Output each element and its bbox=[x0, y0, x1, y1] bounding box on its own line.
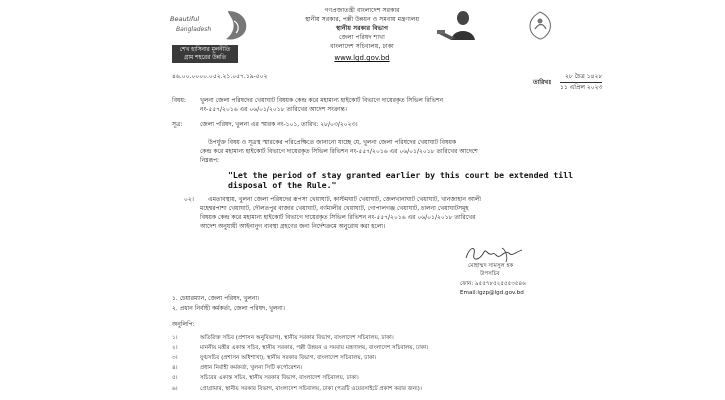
copy-item-6-number: ৬। bbox=[172, 386, 178, 392]
svg-text:Bangladesh: Bangladesh bbox=[176, 26, 212, 33]
date-label: তারিখঃ bbox=[533, 79, 552, 86]
para2-line-2: মহেশ্বরপাশা খেয়াঘাট, দৌলতপুর বাজার খেয়াঘাট, বর্ণমালীর খেয়াঘাট, গোপালগঞ্জ খেয়াঘাট, চালনা খেয়াঘাটসমূহ bbox=[200, 205, 469, 212]
signatory-phone: ফোন: ৯৫৫৭৮৫২৫৫৫৩৫৪৬ bbox=[460, 281, 526, 287]
portrait-image bbox=[433, 8, 475, 40]
copy-item-2-number: ২। bbox=[172, 345, 178, 351]
copy-item-1: অতিরিক্ত সচিব (প্রশাসন অনুবিভাগ), স্থানীয় সরকার বিভাগ, বাংলাদেশ সচিবালয়, ঢাকা। bbox=[200, 335, 394, 341]
header-government: গণপ্রজাতন্ত্রী বাংলাদেশ সরকার bbox=[324, 7, 400, 14]
motto-line-2: গ্রাম শহরের উন্নতি bbox=[184, 55, 226, 61]
seal-icon bbox=[525, 9, 555, 41]
motto-box bbox=[172, 45, 238, 63]
para1-line-2: কেন্দ্র করে মহামান্য হাইকোর্ট বিভাগে দায়েরকৃত সিভিল রিভিশন নং-৫৫৭/২০১৬ এর ০৬/০১/২০১৮ তারিখের আদেশে bbox=[200, 148, 478, 155]
recipient-1: ১. চেয়ারম্যান, জেলা পরিষদ, খুলনা। bbox=[172, 295, 260, 302]
svg-text:Beautiful: Beautiful bbox=[170, 15, 200, 23]
memo-number: ৪৬.০০.০০০০.০৫২.২১.০৫৭.১৯-৫০২ bbox=[172, 73, 268, 80]
header-ministry: স্থানীয় সরকার, পল্লী উন্নয়ন ও সমবায় মন্ত্রণালয় bbox=[304, 16, 420, 23]
subject-label: বিষয়: bbox=[172, 97, 186, 104]
reference-text: জেলা পরিষদ, খুলনা এর স্মারক নং-১০১, তারিখ: ২৮/০৩/২০২৩। bbox=[200, 121, 358, 128]
copy-item-4: প্রধান নির্বাহী কর্মকর্তা, খুলনা সিটি কর্পোরেশন। bbox=[200, 365, 303, 371]
copy-item-1-number: ১। bbox=[172, 335, 178, 341]
court-quote-line-2: disposal of the Rule." bbox=[228, 180, 337, 190]
copy-label: অনুলিপি: bbox=[172, 321, 195, 328]
copy-item-5-number: ৫। bbox=[172, 375, 178, 381]
copy-item-2: মাননীয় মন্ত্রীর একান্ত সচিব, স্থানীয় সরকার, পল্লী উন্নয়ন ও সমবায় মন্ত্রণালয়, বাংলাদেশ সচিবালয়, ঢাকা। bbox=[200, 345, 429, 351]
header-branch: জেলা পরিষদ শাখা bbox=[339, 34, 385, 41]
para1-line-1: উপর্যুক্ত বিষয় ও সূত্রস্থ স্মারকের পরিপ্রেক্ষিতে জানানো যাচ্ছে যে, খুলনা জেলা পরিষদের খেয়াঘাট বিষয়ক bbox=[208, 139, 457, 146]
header-address: বাংলাদেশ সচিবালয়, ঢাকা bbox=[330, 43, 394, 50]
reference-label: সূত্র: bbox=[172, 121, 183, 128]
para1-line-3: নিম্নরূপ: bbox=[200, 157, 220, 164]
date-english: ১১ এপ্রিল ২০২৩ bbox=[560, 84, 603, 91]
handwritten-signature bbox=[462, 244, 526, 264]
para2-number: ০২। bbox=[184, 196, 194, 203]
date-bangla: ২৮ চৈত্র ১৪২৮ bbox=[565, 73, 603, 80]
copy-item-3: যুগ্মসচিব (প্রশাসন অধিশাখা), স্থানীয় সরকার বিভাগ, বাংলাদেশ সচিবালয়, ঢাকা। bbox=[200, 355, 377, 361]
copy-item-3-number: ৩। bbox=[172, 355, 178, 361]
copy-item-5: সচিবের একান্ত সচিব, স্থানীয় সরকার বিভাগ, বাংলাদেশ সচিবালয়, ঢাকা। bbox=[200, 375, 359, 381]
para2-line-3: বিষয়ক কেন্দ্র করে মহামান্য হাইকোর্ট বিভাগে দায়েরকৃত সিভিল রিভিশন নং-৫৫৭/২০১৬ এর ০৬/০১/২০১৮ তারিখের bbox=[200, 214, 476, 221]
para2-line-4: আদেশ অনুযায়ী আইনানুগ ব্যবস্থা গ্রহণের জন্য নির্দেশক্রমে অনুরোধ করা হলো। bbox=[200, 223, 386, 230]
header-division: স্থানীয় সরকার বিভাগ bbox=[336, 25, 388, 32]
subject-line-1: খুলনা জেলা পরিষদের খেয়াঘাট বিষয়ক কেন্দ্র করে মহামান্য হাইকোর্ট বিভাগে দায়েরকৃত সিভিল রিভিশন bbox=[200, 97, 444, 104]
court-quote-line-1: "Let the period of stay granted earlier by this court be extended till bbox=[228, 170, 574, 180]
subject-line-2: নং-৫৫৭/২০১৬ এর ০৬/০১/২০১৮ তারিখের আদেশ সংক্রান্ত। bbox=[200, 106, 347, 113]
signatory-title: উপসচিব bbox=[480, 271, 500, 277]
website-link[interactable]: www.lgd.gov.bd bbox=[334, 54, 390, 62]
recipient-2: ২. প্রধান নির্বাহী কর্মকর্তা, জেলা পরিষদ, খুলনা। bbox=[172, 305, 285, 312]
copy-item-4-number: ৪। bbox=[172, 365, 178, 371]
tourism-logo bbox=[168, 7, 260, 45]
copy-item-6: প্রোগ্রামার, স্থানীয় সরকার বিভাগ, বাংলাদেশ সচিবালয়, ঢাকা (পত্রটি ওয়েবসাইটে প্রকাশ করার জন্য)। bbox=[200, 386, 422, 392]
para2-line-1: এমতাবস্থায়, খুলনা জেলা পরিষদের রূপসা খেয়াঘাট, কাস্টমঘাট খেয়াঘাট, জেলখানাঘাট খেয়াঘাট, খানজাহান আলী bbox=[208, 196, 482, 203]
date-divider bbox=[560, 82, 602, 83]
motto-line-1: শেখ হাসিনার মূলনীতি bbox=[179, 47, 231, 53]
signatory-name: মোহাম্মদ সামসুল হক bbox=[468, 263, 514, 269]
signatory-email[interactable]: Email:lgzp@lgd.gov.bd bbox=[460, 290, 524, 296]
